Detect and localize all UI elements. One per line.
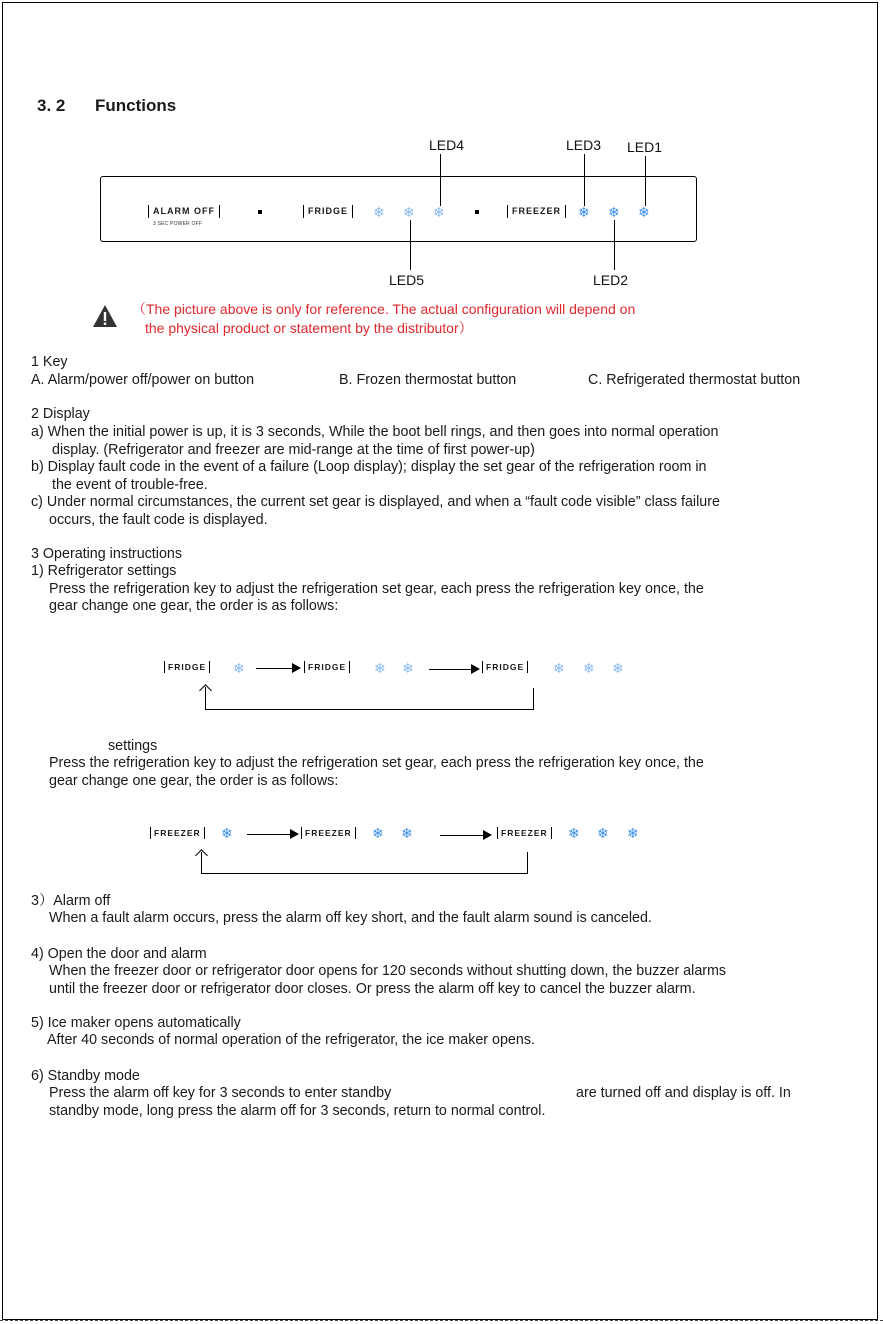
- fridge-settings-line-2: gear change one gear, the order is as follows:: [49, 598, 339, 614]
- standby-line-1a: Press the alarm off key for 3 seconds to enter standby: [49, 1085, 392, 1101]
- fridge-level-2-icon: ❄: [403, 204, 415, 220]
- standby-line-1b: are turned off and display is off. In: [576, 1085, 791, 1101]
- key-a: A. Alarm/power off/power on button: [31, 372, 255, 388]
- door-alarm-line-1: When the freezer door or refrigerator door opens for 120 seconds without shutting down, the buzzer alarms: [49, 963, 727, 979]
- freezer-settings-line-1: Press the refrigeration key to adjust the refrigeration set gear, each press the refrigeration key once, the: [49, 755, 704, 771]
- freezer-step-2-label: FREEZER: [301, 827, 356, 839]
- fridge-step-1-snow-icon: ❄: [233, 660, 245, 676]
- fridge-step-2-snow-1-icon: ❄: [374, 660, 386, 676]
- section-title: Functions: [95, 96, 177, 115]
- freezer-step-3-snow-2-icon: ❄: [597, 825, 609, 841]
- warning-line-2: the physical product or statement by the distributor）: [145, 320, 473, 336]
- display-line-b1: b) Display fault code in the event of a failure (Loop display); display the set gear of the refrigeration room in: [31, 459, 707, 475]
- freezer-level-3-icon: ❄: [638, 204, 650, 220]
- alarm-off-title: 3）Alarm off: [31, 893, 111, 909]
- alarm-off-line: When a fault alarm occurs, press the alarm off key short, and the fault alarm sound is canceled.: [49, 910, 652, 926]
- fridge-level-1-icon: ❄: [373, 204, 385, 220]
- ice-maker-line: After 40 seconds of normal operation of the refrigerator, the ice maker opens.: [47, 1032, 535, 1048]
- section-number: 3. 2: [37, 96, 66, 115]
- fridge-step-3-label: FRIDGE: [482, 661, 528, 673]
- display-line-a2: display. (Refrigerator and freezer are mid-range at the time of first power-up): [52, 442, 535, 458]
- freezer-button[interactable]: FREEZER: [507, 205, 566, 218]
- fridge-loop-bottom: [205, 709, 534, 710]
- fridge-level-3-icon: ❄: [433, 204, 445, 220]
- indicator-dot: [475, 210, 479, 214]
- standby-line-2: standby mode, long press the alarm off for 3 seconds, return to normal control.: [49, 1103, 546, 1119]
- freezer-level-1-icon: ❄: [578, 204, 590, 220]
- freezer-arrow-2-line: [440, 835, 483, 836]
- fridge-step-3-snow-3-icon: ❄: [612, 660, 624, 676]
- fridge-settings-title: 1) Refrigerator settings: [31, 563, 177, 579]
- freezer-arrow-2-head: [483, 830, 492, 840]
- reference-warning: [132, 300, 635, 338]
- fridge-step-1-label: FRIDGE: [164, 661, 210, 673]
- ice-maker-title: 5) Ice maker opens automatically: [31, 1015, 241, 1031]
- fridge-step-2-snow-2-icon: ❄: [402, 660, 414, 676]
- key-b: B. Frozen thermostat button: [339, 372, 517, 388]
- fridge-loop-right: [533, 688, 534, 709]
- freezer-arrow-1-head: [290, 829, 299, 839]
- key-title: 1 Key: [31, 354, 68, 370]
- freezer-step-2-snow-2-icon: ❄: [401, 825, 413, 841]
- fridge-arrow-1-head: [292, 663, 301, 673]
- fridge-step-2-label: FRIDGE: [304, 661, 350, 673]
- display-title: 2 Display: [31, 406, 90, 422]
- alarm-off-sublabel: 3 SEC POWER OFF: [153, 221, 203, 227]
- freezer-loop-bottom: [201, 873, 528, 874]
- standby-title: 6) Standby mode: [31, 1068, 140, 1084]
- control-panel: [100, 176, 697, 242]
- freezer-step-3-snow-3-icon: ❄: [627, 825, 639, 841]
- alarm-off-button[interactable]: ALARM OFF: [148, 205, 220, 218]
- freezer-arrow-1-line: [247, 834, 290, 835]
- freezer-step-3-label: FREEZER: [497, 827, 552, 839]
- fridge-step-3-snow-2-icon: ❄: [583, 660, 595, 676]
- freezer-settings-line-2: gear change one gear, the order is as follows:: [49, 773, 339, 789]
- key-c: C. Refrigerated thermostat button: [588, 372, 801, 388]
- indicator-dot: [258, 210, 262, 214]
- fridge-settings-line-1: Press the refrigeration key to adjust the refrigeration set gear, each press the refrigeration key once, the: [49, 581, 704, 597]
- warning-icon: [92, 304, 118, 328]
- freezer-step-3-snow-1-icon: ❄: [568, 825, 580, 841]
- fridge-step-3-snow-1-icon: ❄: [553, 660, 565, 676]
- freezer-step-2-snow-1-icon: ❄: [372, 825, 384, 841]
- led3-label: LED3: [566, 137, 602, 153]
- section-heading: [37, 96, 176, 116]
- fridge-arrow-2-line: [429, 669, 471, 670]
- freezer-settings-title: settings: [108, 738, 158, 754]
- led4-label: LED4: [429, 137, 465, 153]
- operating-title: 3 Operating instructions: [31, 546, 182, 562]
- freezer-step-1-snow-icon: ❄: [221, 825, 233, 841]
- freezer-level-2-icon: ❄: [608, 204, 620, 220]
- display-line-b2: the event of trouble-free.: [52, 477, 208, 493]
- led2-label: LED2: [593, 272, 629, 288]
- display-line-c2: occurs, the fault code is displayed.: [49, 512, 268, 528]
- display-line-a1: a) When the initial power is up, it is 3 seconds, While the boot bell rings, and then goes into normal operation: [31, 424, 719, 440]
- door-alarm-title: 4) Open the door and alarm: [31, 946, 207, 962]
- fridge-button[interactable]: FRIDGE: [303, 205, 353, 218]
- led5-label: LED5: [389, 272, 425, 288]
- door-alarm-line-2: until the freezer door or refrigerator door closes. Or press the alarm off key to cancel the buzzer alarm.: [49, 981, 696, 997]
- warning-line-1: （The picture above is only for reference. The actual configuration will depend on: [132, 301, 636, 317]
- freezer-loop-right: [527, 852, 528, 873]
- led1-label: LED1: [627, 139, 663, 155]
- fridge-arrow-1-line: [256, 668, 292, 669]
- fridge-arrow-2-head: [471, 664, 480, 674]
- page-cut-line: [0, 1320, 883, 1321]
- display-line-c1: c) Under normal circumstances, the current set gear is displayed, and when a “fault code visible” class failure: [31, 494, 720, 510]
- freezer-step-1-label: FREEZER: [150, 827, 205, 839]
